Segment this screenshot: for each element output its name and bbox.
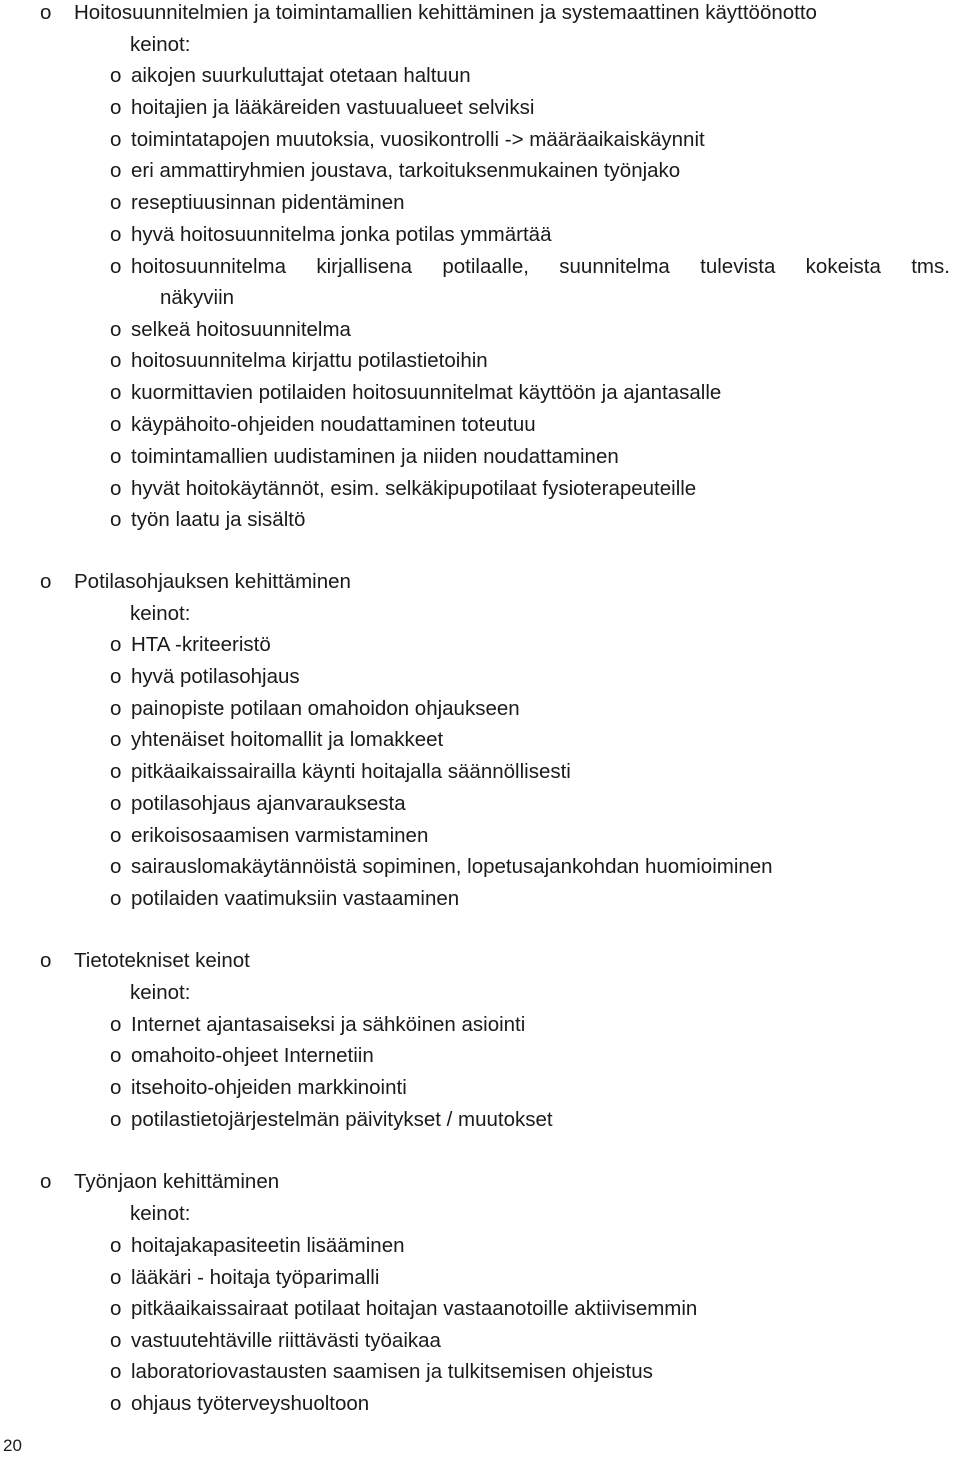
heading-text: Hoitosuunnitelmien ja toimintamallien kehittäminen ja systemaattinen käyttöönotto xyxy=(74,1,817,24)
bullet-marker: o xyxy=(40,949,52,972)
bullet-marker: o xyxy=(110,792,122,815)
word: kokeista xyxy=(805,255,881,278)
heading-text: Potilasohjauksen kehittäminen xyxy=(74,570,351,593)
bullet-marker: o xyxy=(110,1076,122,1099)
bullet-marker: o xyxy=(110,349,122,372)
word: suunnitelma xyxy=(559,255,670,278)
bullet-marker: o xyxy=(110,1013,122,1036)
keinot-label: keinot: xyxy=(130,981,191,1004)
keinot-label: keinot: xyxy=(130,1202,191,1225)
bullet-marker: o xyxy=(110,96,122,119)
bullet-marker: o xyxy=(110,223,122,246)
heading-text: Tietotekniset keinot xyxy=(74,949,250,972)
bullet-marker: o xyxy=(110,697,122,720)
bullet-marker: o xyxy=(110,255,122,278)
bullet-marker: o xyxy=(110,665,122,688)
keinot-label: keinot: xyxy=(130,33,191,56)
list-item-continuation: näkyviin xyxy=(160,286,235,309)
bullet-marker: o xyxy=(110,1108,122,1131)
bullet-marker: o xyxy=(110,1392,122,1415)
bullet-marker: o xyxy=(40,1170,52,1193)
bullet-marker: o xyxy=(110,887,122,910)
justified-text xyxy=(131,254,950,280)
bullet-marker: o xyxy=(110,760,122,783)
word: potilaalle, xyxy=(442,255,529,278)
bullet-marker: o xyxy=(110,728,122,751)
word: tulevista xyxy=(700,255,776,278)
bullet-marker: o xyxy=(110,1266,122,1289)
bullet-marker: o xyxy=(110,1329,122,1352)
bullet-marker: o xyxy=(110,855,122,878)
bullet-marker: o xyxy=(110,191,122,214)
heading-text: Työnjaon kehittäminen xyxy=(74,1170,280,1193)
bullet-marker: o xyxy=(40,570,52,593)
page-number: 20 xyxy=(3,1436,22,1455)
bullet-marker: o xyxy=(110,1360,122,1383)
bullet-marker: o xyxy=(110,318,122,341)
bullet-marker: o xyxy=(110,1234,122,1257)
bullet-marker: o xyxy=(110,508,122,531)
bullet-marker: o xyxy=(110,159,122,182)
bullet-marker: o xyxy=(110,477,122,500)
bullet-marker: o xyxy=(110,1297,122,1320)
bullet-marker: o xyxy=(110,381,122,404)
word: kirjallisena xyxy=(316,255,413,278)
bullet-marker: o xyxy=(110,128,122,151)
word: hoitosuunnitelma xyxy=(131,255,286,278)
bullet-marker: o xyxy=(110,1044,122,1067)
bullet-marker: o xyxy=(110,824,122,847)
bullet-marker: o xyxy=(40,1,52,24)
bullet-marker: o xyxy=(110,445,122,468)
bullet-marker: o xyxy=(110,64,122,87)
keinot-label: keinot: xyxy=(130,602,191,625)
bullet-marker: o xyxy=(110,413,122,436)
bullet-marker: o xyxy=(110,633,122,656)
word: tms. xyxy=(911,255,950,278)
document-page: o Hoitosuunnitelmien ja toimintamallien kehittäminen ja systemaattinen käyttöönotto keinot: o aikojen suurkuluttajat otetaan haltuun o hoitajien ja lääkäreiden vastuualueet selviksi o toimintatapojen muutoksia, vuosikontrolli -> määräaikaiskäynnit o eri ammattiryhmien joustava, tarkoituksenmukainen työnjako o reseptiuusinnan pidentäminen o hyvä hoitosuunnitelma jonka potilas ymmärtää o hoitosuunnitelma kirjallisena potilaalle, suunnitelma tulevista kokeista tms. näkyviin o selkeä hoitosuunnitelma o hoitosuunnitelma kirjattu potilastietoihin o kuormittavien potilaiden hoitosuunnitelmat käyttöön ja ajantasalle o käypähoito-ohjeiden noudattaminen toteutuu o toimintamallien uudistaminen ja niiden noudattaminen o hyvät hoitokäytännöt, esim. selkäkipupotilaat fysioterapeuteille o työn laatu ja sisältö o Potilasohjauksen kehittäminen keinot: o HTA -kriteeristö o hyvä potilasohjaus o painopiste potilaan omahoidon ohjaukseen o yhtenäiset hoitomallit ja lomakkeet o pitkäaikaissairailla käynti hoitajalla säännöllisesti o potilasohjaus ajanvarauksesta o erikoisosaamisen varmistaminen o sairauslomakäytännöistä sopiminen, lopetusajankohdan huomioiminen o potilaiden vaatimuksiin vastaaminen o Tietotekniset keinot keinot: o Internet ajantasaiseksi ja sähköinen asiointi o omahoito-ohjeet Internetiin o itsehoito-ohjeiden markkinointi o potilastietojärjestelmän päivitykset / muutokset o Työnjaon kehittäminen keinot: o hoitajakapasiteetin lisääminen o lääkäri - hoitaja työparimalli o pitkäaikaissairaat potilaat hoitajan vastaanotoille aktiivisemmin o vastuutehtäville riittävästi työaikaa o laboratoriovastausten saamisen ja tulkitsemisen ohjeistus o ohjaus työterveyshuoltoon 20 xyxy=(3,1,950,1455)
